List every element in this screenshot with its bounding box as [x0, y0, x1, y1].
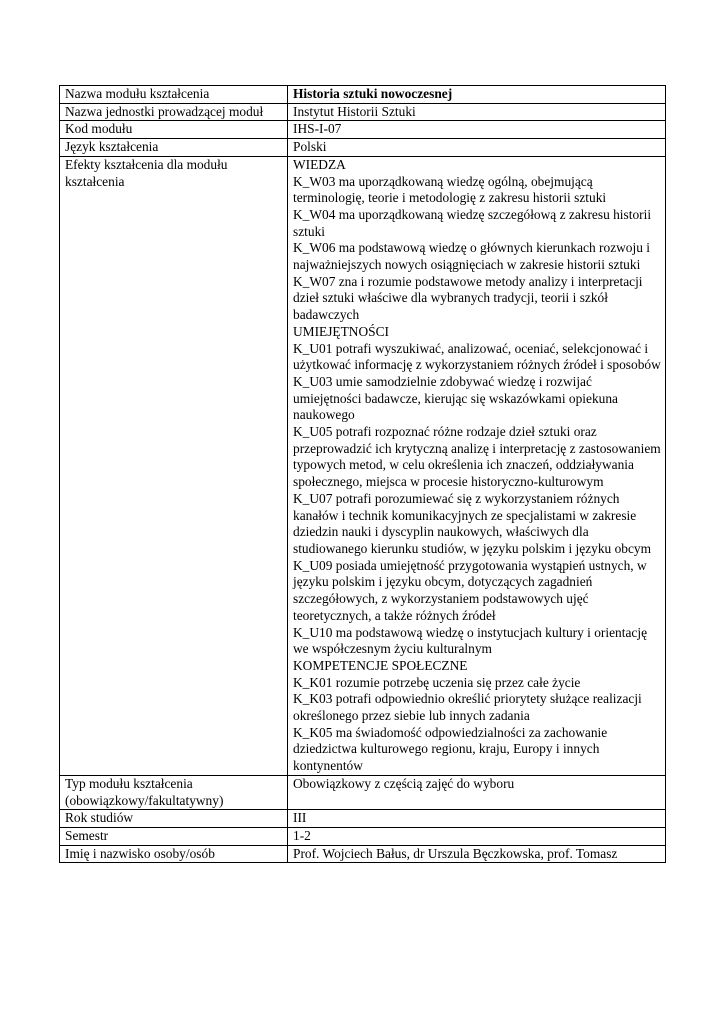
outcome-k-u07: K_U07 potrafi porozumiewać się z wykorzystaniem różnych kanałów i technik komunikacyjnych ze specjalistami w zakresie dziedzin nauki i dyscyplin naukowych, właściwych dla studiowanego kierunku studiów, w języku polskim i języku obcym — [293, 490, 652, 556]
row-value-code: IHS-I-07 — [288, 121, 666, 139]
section-heading-skills: UMIEJĘTNOŚCI — [293, 323, 389, 339]
outcome-k-u05: K_U05 potrafi rozpoznać różne rodzaje dzieł sztuki oraz przeprowadzić ich krytyczną analizę i interpretację z zastosowaniem typowych metod, w celu określenia ich znaczeń, oddziaływania społecznego, miejsca w procesie historyczno-kulturowym — [293, 424, 661, 490]
row-value-unit: Instytut Historii Sztuki — [288, 103, 666, 121]
outcome-k-w03: K_W03 ma uporządkowaną wiedzę ogólną, obejmującą terminologię, teorie i metodologię z zakresu historii sztuki — [293, 173, 607, 206]
row-label-unit: Nazwa jednostki prowadzącej moduł — [60, 103, 288, 121]
table-row — [60, 810, 666, 828]
row-label-learning-outcomes: Efekty kształcenia dla modułu kształcenia — [60, 156, 288, 775]
table-row — [60, 86, 666, 104]
table-row — [60, 845, 666, 863]
row-label-language: Język kształcenia — [60, 139, 288, 157]
outcome-k-k05: K_K05 ma świadomość odpowiedzialności za zachowanie dziedzictwa kulturowego regionu, kraju, Europy i innych kontynentów — [293, 724, 608, 774]
row-value-module-type: Obowiązkowy z częścią zajęć do wyboru — [288, 775, 666, 809]
section-heading-knowledge: WIEDZA — [293, 156, 346, 172]
outcome-k-u01: K_U01 potrafi wyszukiwać, analizować, oceniać, selekcjonować i użytkować informację z wykorzystaniem różnych źródeł i sposobów — [293, 340, 661, 373]
row-label-year: Rok studiów — [60, 810, 288, 828]
row-label-code: Kod modułu — [60, 121, 288, 139]
outcome-k-u09: K_U09 posiada umiejętność przygotowania wystąpień ustnych, w języku polskim i języku obcym, dotyczących zagadnień szczegółowych, z wykorzystaniem podstawowych ujęć teoretycznych, a także różnych źródeł — [293, 557, 647, 623]
row-label-instructors: Imię i nazwisko osoby/osób — [60, 845, 288, 863]
row-label-semester: Semestr — [60, 827, 288, 845]
outcome-k-w04: K_W04 ma uporządkowaną wiedzę szczegółową z zakresu historii sztuki — [293, 206, 652, 239]
outcome-k-u03: K_U03 umie samodzielnie zdobywać wiedzę i rozwijać umiejętności badawcze, kierując się wskazówkami opiekuna naukowego — [293, 373, 618, 423]
table-row — [60, 827, 666, 845]
table-row — [60, 121, 666, 139]
row-value-year: III — [288, 810, 666, 828]
outcome-k-u10: K_U10 ma podstawową wiedzę o instytucjach kultury i orientację we współczesnym życiu kulturalnym — [293, 624, 648, 657]
table-row — [60, 775, 666, 809]
row-value-semester: 1-2 — [288, 827, 666, 845]
row-value-instructors: Prof. Wojciech Bałus, dr Urszula Bęczkowska, prof. Tomasz — [288, 845, 666, 863]
table-row — [60, 156, 666, 775]
row-value-language: Polski — [288, 139, 666, 157]
row-value-module-name: Historia sztuki nowoczesnej — [288, 86, 666, 104]
row-label-module-name: Nazwa modułu kształcenia — [60, 86, 288, 104]
row-label-module-type: Typ modułu kształcenia (obowiązkowy/fakultatywny) — [60, 775, 288, 809]
module-description-table — [59, 85, 666, 863]
section-heading-social-competences: KOMPETENCJE SPOŁECZNE — [293, 657, 468, 673]
outcome-k-w06: K_W06 ma podstawową wiedzę o głównych kierunkach rozwoju i najważniejszych nowych osiągnięciach w zakresie historii sztuki — [293, 240, 650, 273]
table-row — [60, 139, 666, 157]
outcome-k-k03: K_K03 potrafi odpowiednio określić priorytety służące realizacji określonego przez siebie lub innych zadania — [293, 691, 642, 724]
learning-outcomes-list — [288, 156, 666, 775]
table-row — [60, 103, 666, 121]
outcome-k-k01: K_K01 rozumie potrzebę uczenia się przez całe życie — [293, 674, 581, 690]
outcome-k-w07: K_W07 zna i rozumie podstawowe metody analizy i interpretacji dzieł sztuki właściwe dla wybranych tradycji, teorii i szkół badawczych — [293, 273, 643, 323]
